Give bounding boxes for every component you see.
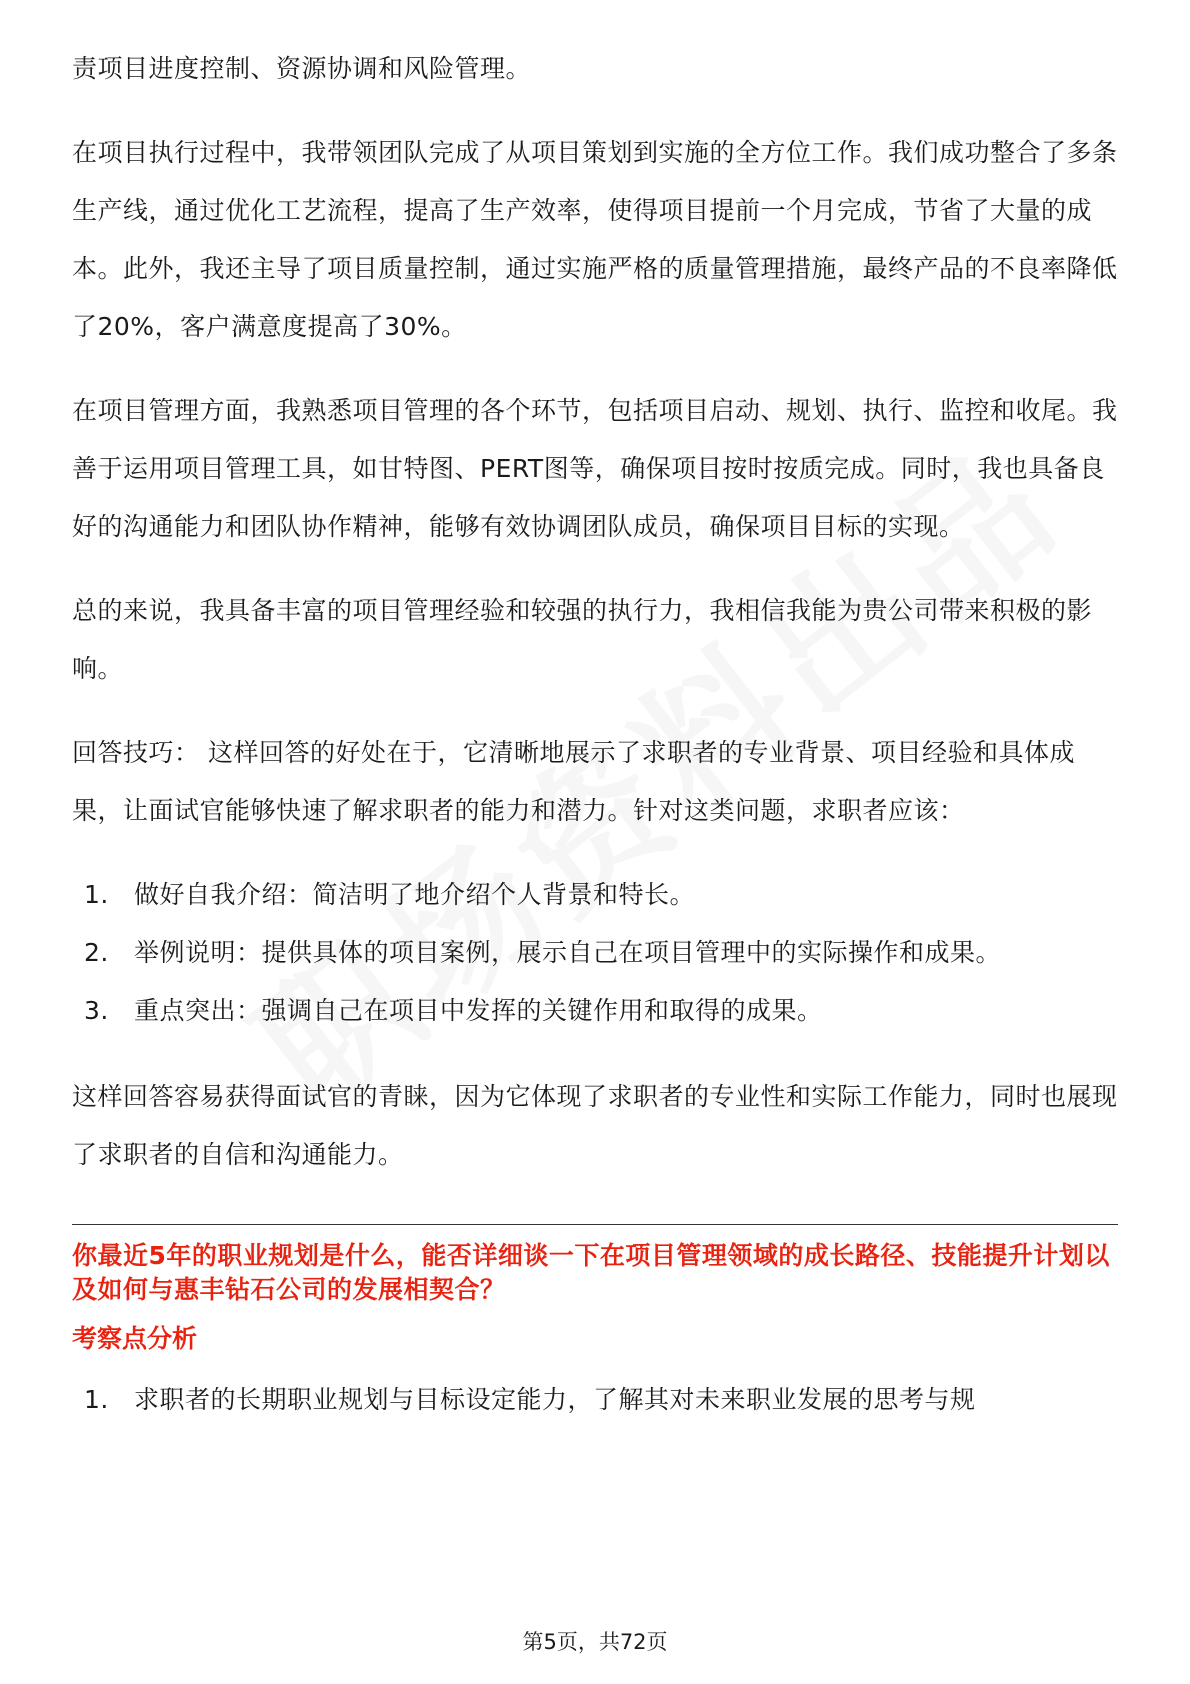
list-item-text: 重点突出：强调自己在项目中发挥的关键作用和取得的成果。 [134,996,823,1025]
list-number: 1. [84,880,109,909]
paragraph: 在项目管理方面，我熟悉项目管理的各个环节，包括项目启动、规划、执行、监控和收尾。我善于运用项目管理工具，如甘特图、PERT图等，确保项目按时按质完成。同时，我也具备良好的沟通能力和团队协作精神，能够有效协调团队成员，确保项目目标的实现。 [72,396,1118,541]
list-number: 2. [84,938,109,967]
section-divider [72,1224,1118,1225]
list-item [72,866,1118,924]
list-number: 1. [84,1385,109,1414]
paragraph: 在项目执行过程中，我带领团队完成了从项目策划到实施的全方位工作。我们成功整合了多条生产线，通过优化工艺流程，提高了生产效率，使得项目提前一个月完成，节省了大量的成本。此外，我还主导了项目质量控制，通过实施严格的质量管理措施，最终产品的不良率降低了20%，客户满意度提高了30%。 [72,138,1118,341]
answer-tips-paragraph: 回答技巧： 这样回答的好处在于，它清晰地展示了求职者的专业背景、项目经验和具体成果，让面试官能够快速了解求职者的能力和潜力。针对这类问题，求职者应该： [72,738,1075,825]
closing-paragraph: 这样回答容易获得面试官的青睐，因为它体现了求职者的专业性和实际工作能力，同时也展现了求职者的自信和沟通能力。 [72,1082,1118,1169]
interview-question: 你最近5年的职业规划是什么，能否详细谈一下在项目管理领域的成长路径、技能提升计划以及如何与惠丰钻石公司的发展相契合？ [72,1241,1110,1304]
list-item [72,982,1118,1040]
list-item [72,924,1118,982]
list-number: 3. [84,996,109,1025]
document-page [72,40,1118,1457]
analysis-list [72,1371,1118,1429]
list-item-text: 求职者的长期职业规划与目标设定能力，了解其对未来职业发展的思考与规 [134,1385,976,1414]
list-item [72,1371,1118,1429]
analysis-heading: 考察点分析 [72,1324,198,1353]
paragraph: 责项目进度控制、资源协调和风险管理。 [72,54,532,83]
list-item-text: 做好自我介绍：简洁明了地介绍个人背景和特长。 [134,880,696,909]
list-item-text: 举例说明：提供具体的项目案例，展示自己在项目管理中的实际操作和成果。 [134,938,1002,967]
paragraph: 总的来说，我具备丰富的项目管理经验和较强的执行力，我相信我能为贵公司带来积极的影响。 [72,596,1093,683]
page-footer: 第5页，共72页 [522,1630,668,1654]
tips-list [72,866,1118,1040]
